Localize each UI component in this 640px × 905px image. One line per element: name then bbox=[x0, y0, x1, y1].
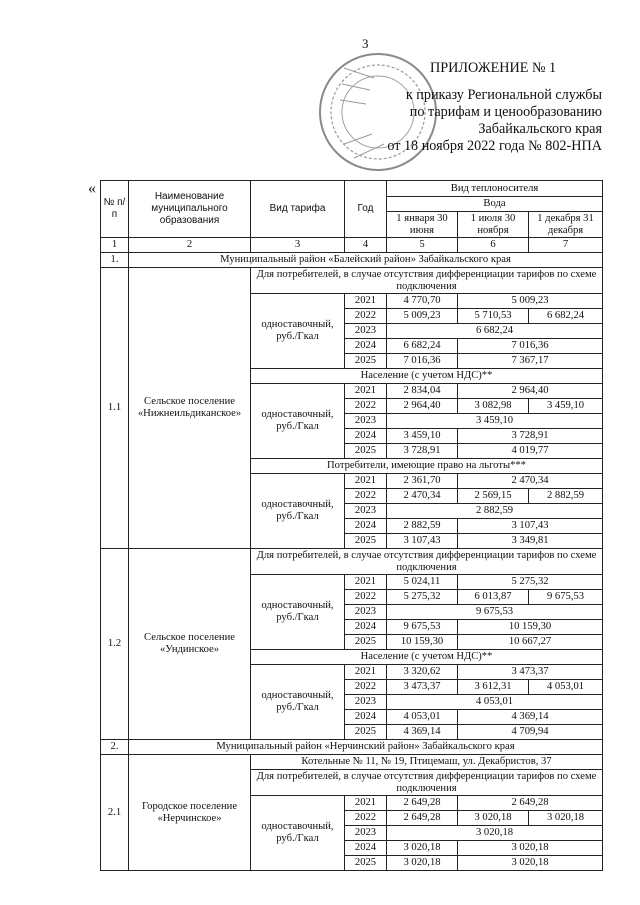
tariff-type-label: одноставочный, руб./Гкал bbox=[251, 474, 345, 549]
year-cell: 2021 bbox=[345, 384, 387, 399]
document-header bbox=[378, 60, 602, 155]
tariff-value: 7 016,36 bbox=[387, 354, 458, 369]
tariff-value: 3 107,43 bbox=[458, 519, 603, 534]
tariff-value: 5 710,53 bbox=[458, 309, 529, 324]
header-line-4: от 18 ноября 2022 года № 802-НПА bbox=[387, 138, 602, 154]
year-cell: 2025 bbox=[345, 354, 387, 369]
tariff-value: 6 682,24 bbox=[387, 339, 458, 354]
category-label: Потребители, имеющие право на льготы*** bbox=[251, 459, 603, 474]
tariff-type-label: одноставочный, руб./Гкал bbox=[251, 294, 345, 369]
table-row bbox=[101, 549, 603, 575]
col-number: 5 bbox=[387, 238, 458, 253]
tariff-value: 7 016,36 bbox=[458, 339, 603, 354]
tariff-value: 6 682,24 bbox=[529, 309, 603, 324]
tariff-value: 3 349,81 bbox=[458, 534, 603, 549]
header-tariff-type: Вид тарифа bbox=[251, 181, 345, 238]
section-number: 2. bbox=[101, 740, 129, 755]
opening-quote: « bbox=[88, 180, 96, 197]
col-number: 7 bbox=[529, 238, 603, 253]
tariff-value: 3 473,37 bbox=[387, 680, 458, 695]
year-cell: 2023 bbox=[345, 605, 387, 620]
tariff-value: 10 159,30 bbox=[387, 635, 458, 650]
tariff-value: 2 882,59 bbox=[387, 504, 603, 519]
tariff-value: 3 728,91 bbox=[387, 444, 458, 459]
tariff-value: 2 964,40 bbox=[458, 384, 603, 399]
year-cell: 2024 bbox=[345, 519, 387, 534]
year-cell: 2024 bbox=[345, 710, 387, 725]
year-cell: 2025 bbox=[345, 444, 387, 459]
year-cell: 2021 bbox=[345, 796, 387, 811]
tariff-value: 4 369,14 bbox=[387, 725, 458, 740]
tariff-value: 5 024,11 bbox=[387, 575, 458, 590]
category-label: Для потребителей, в случае отсутствия дифференциации тарифов по схеме подключения bbox=[251, 268, 603, 294]
tariff-value: 9 675,53 bbox=[387, 605, 603, 620]
tariff-value: 4 053,01 bbox=[529, 680, 603, 695]
year-cell: 2024 bbox=[345, 620, 387, 635]
section-number: 1. bbox=[101, 253, 129, 268]
header-carrier: Вид теплоносителя bbox=[387, 181, 603, 197]
tariff-value: 3 459,10 bbox=[387, 414, 603, 429]
tariff-value: 2 569,15 bbox=[458, 489, 529, 504]
col-number: 4 bbox=[345, 238, 387, 253]
category-label: Население (с учетом НДС)** bbox=[251, 369, 603, 384]
tariff-value: 3 020,18 bbox=[529, 811, 603, 826]
header-water: Вода bbox=[387, 197, 603, 212]
year-cell: 2021 bbox=[345, 294, 387, 309]
tariff-value: 3 473,37 bbox=[458, 665, 603, 680]
tariff-table-body bbox=[101, 181, 603, 871]
year-cell: 2022 bbox=[345, 680, 387, 695]
table-row bbox=[101, 268, 603, 294]
tariff-value: 3 020,18 bbox=[387, 841, 458, 856]
tariff-value: 3 020,18 bbox=[458, 841, 603, 856]
tariff-value: 4 709,94 bbox=[458, 725, 603, 740]
tariff-type-label: одноставочный, руб./Гкал bbox=[251, 575, 345, 650]
header-municipality: Наименование муниципального образования bbox=[129, 181, 251, 238]
year-cell: 2025 bbox=[345, 635, 387, 650]
tariff-value: 2 882,59 bbox=[529, 489, 603, 504]
group-number: 1.2 bbox=[101, 549, 129, 740]
year-cell: 2022 bbox=[345, 590, 387, 605]
header-line-1: к приказу Региональной службы bbox=[405, 87, 602, 103]
header-line-2: по тарифам и ценообразованию bbox=[409, 104, 602, 120]
year-cell: 2025 bbox=[345, 856, 387, 871]
year-cell: 2025 bbox=[345, 534, 387, 549]
year-cell: 2023 bbox=[345, 826, 387, 841]
year-cell: 2022 bbox=[345, 399, 387, 414]
tariff-value: 3 020,18 bbox=[458, 856, 603, 871]
tariff-value: 5 275,32 bbox=[387, 590, 458, 605]
tariff-value: 4 369,14 bbox=[458, 710, 603, 725]
tariff-value: 3 107,43 bbox=[387, 534, 458, 549]
year-cell: 2021 bbox=[345, 575, 387, 590]
tariff-value: 2 470,34 bbox=[387, 489, 458, 504]
year-cell: 2021 bbox=[345, 474, 387, 489]
tariff-value: 7 367,17 bbox=[458, 354, 603, 369]
tariff-type-label: одноставочный, руб./Гкал bbox=[251, 384, 345, 459]
tariff-value: 6 013,87 bbox=[458, 590, 529, 605]
tariff-value: 3 320,62 bbox=[387, 665, 458, 680]
category-label: Население (с учетом НДС)** bbox=[251, 650, 603, 665]
year-cell: 2022 bbox=[345, 489, 387, 504]
tariff-value: 6 682,24 bbox=[387, 324, 603, 339]
col-number: 6 bbox=[458, 238, 529, 253]
year-cell: 2025 bbox=[345, 725, 387, 740]
header-line-3: Забайкальского края bbox=[478, 121, 602, 137]
group-number: 1.1 bbox=[101, 268, 129, 549]
header-year: Год bbox=[345, 181, 387, 238]
tariff-table bbox=[100, 180, 603, 871]
tariff-value: 4 770,70 bbox=[387, 294, 458, 309]
year-cell: 2022 bbox=[345, 811, 387, 826]
year-cell: 2024 bbox=[345, 429, 387, 444]
year-cell: 2022 bbox=[345, 309, 387, 324]
tariff-value: 2 649,28 bbox=[387, 796, 458, 811]
year-cell: 2021 bbox=[345, 665, 387, 680]
year-cell: 2024 bbox=[345, 841, 387, 856]
tariff-value: 3 020,18 bbox=[387, 826, 603, 841]
tariff-value: 4 053,01 bbox=[387, 710, 458, 725]
page-number: 3 bbox=[362, 36, 369, 51]
tariff-value: 5 275,32 bbox=[458, 575, 603, 590]
tariff-value: 4 019,77 bbox=[458, 444, 603, 459]
tariff-value: 2 470,34 bbox=[458, 474, 603, 489]
category-label: Для потребителей, в случае отсутствия дифференциации тарифов по схеме подключения bbox=[251, 549, 603, 575]
header-period-3: 1 декабря 31 декабря bbox=[529, 212, 603, 238]
col-number: 2 bbox=[129, 238, 251, 253]
tariff-type-label: одноставочный, руб./Гкал bbox=[251, 796, 345, 871]
tariff-value: 10 667,27 bbox=[458, 635, 603, 650]
municipality-name: Городское поселение «Нерчинское» bbox=[129, 755, 251, 871]
tariff-value: 9 675,53 bbox=[529, 590, 603, 605]
tariff-value: 2 964,40 bbox=[387, 399, 458, 414]
tariff-value: 3 459,10 bbox=[387, 429, 458, 444]
tariff-value: 2 649,28 bbox=[458, 796, 603, 811]
tariff-value: 3 728,91 bbox=[458, 429, 603, 444]
tariff-value: 2 834,04 bbox=[387, 384, 458, 399]
section-title: Муниципальный район «Нерчинский район» Забайкальского края bbox=[129, 740, 603, 755]
year-cell: 2023 bbox=[345, 504, 387, 519]
year-cell: 2023 bbox=[345, 414, 387, 429]
municipality-name: Сельское поселение «Ундинское» bbox=[129, 549, 251, 740]
year-cell: 2023 bbox=[345, 324, 387, 339]
tariff-value: 2 882,59 bbox=[387, 519, 458, 534]
table-row bbox=[101, 253, 603, 268]
header-period-1: 1 января 30 июня bbox=[387, 212, 458, 238]
tariff-value: 9 675,53 bbox=[387, 620, 458, 635]
tariff-value: 3 020,18 bbox=[458, 811, 529, 826]
header-period-2: 1 июля 30 ноября bbox=[458, 212, 529, 238]
tariff-value: 3 612,31 bbox=[458, 680, 529, 695]
table-row bbox=[101, 755, 603, 770]
tariff-value: 10 159,30 bbox=[458, 620, 603, 635]
col-number: 1 bbox=[101, 238, 129, 253]
category-label: Для потребителей, в случае отсутствия дифференциации тарифов по схеме подключения bbox=[251, 770, 603, 796]
table-row bbox=[101, 740, 603, 755]
tariff-value: 2 649,28 bbox=[387, 811, 458, 826]
tariff-value: 3 459,10 bbox=[529, 399, 603, 414]
section-title: Муниципальный район «Балейский район» Забайкальского края bbox=[129, 253, 603, 268]
tariff-value: 3 020,18 bbox=[387, 856, 458, 871]
header-num: № п/п bbox=[101, 181, 129, 238]
group-number: 2.1 bbox=[101, 755, 129, 871]
municipality-name: Сельское поселение «Нижнеильдиканское» bbox=[129, 268, 251, 549]
col-number: 3 bbox=[251, 238, 345, 253]
year-cell: 2024 bbox=[345, 339, 387, 354]
year-cell: 2023 bbox=[345, 695, 387, 710]
tariff-value: 5 009,23 bbox=[387, 309, 458, 324]
tariff-type-label: одноставочный, руб./Гкал bbox=[251, 665, 345, 740]
boiler-label: Котельные № 11, № 19, Птицемаш, ул. Декабристов, 37 bbox=[251, 755, 603, 770]
tariff-value: 3 082,98 bbox=[458, 399, 529, 414]
tariff-value: 4 053,01 bbox=[387, 695, 603, 710]
tariff-value: 2 361,70 bbox=[387, 474, 458, 489]
tariff-value: 5 009,23 bbox=[458, 294, 603, 309]
appendix-title: ПРИЛОЖЕНИЕ № 1 bbox=[430, 60, 557, 76]
